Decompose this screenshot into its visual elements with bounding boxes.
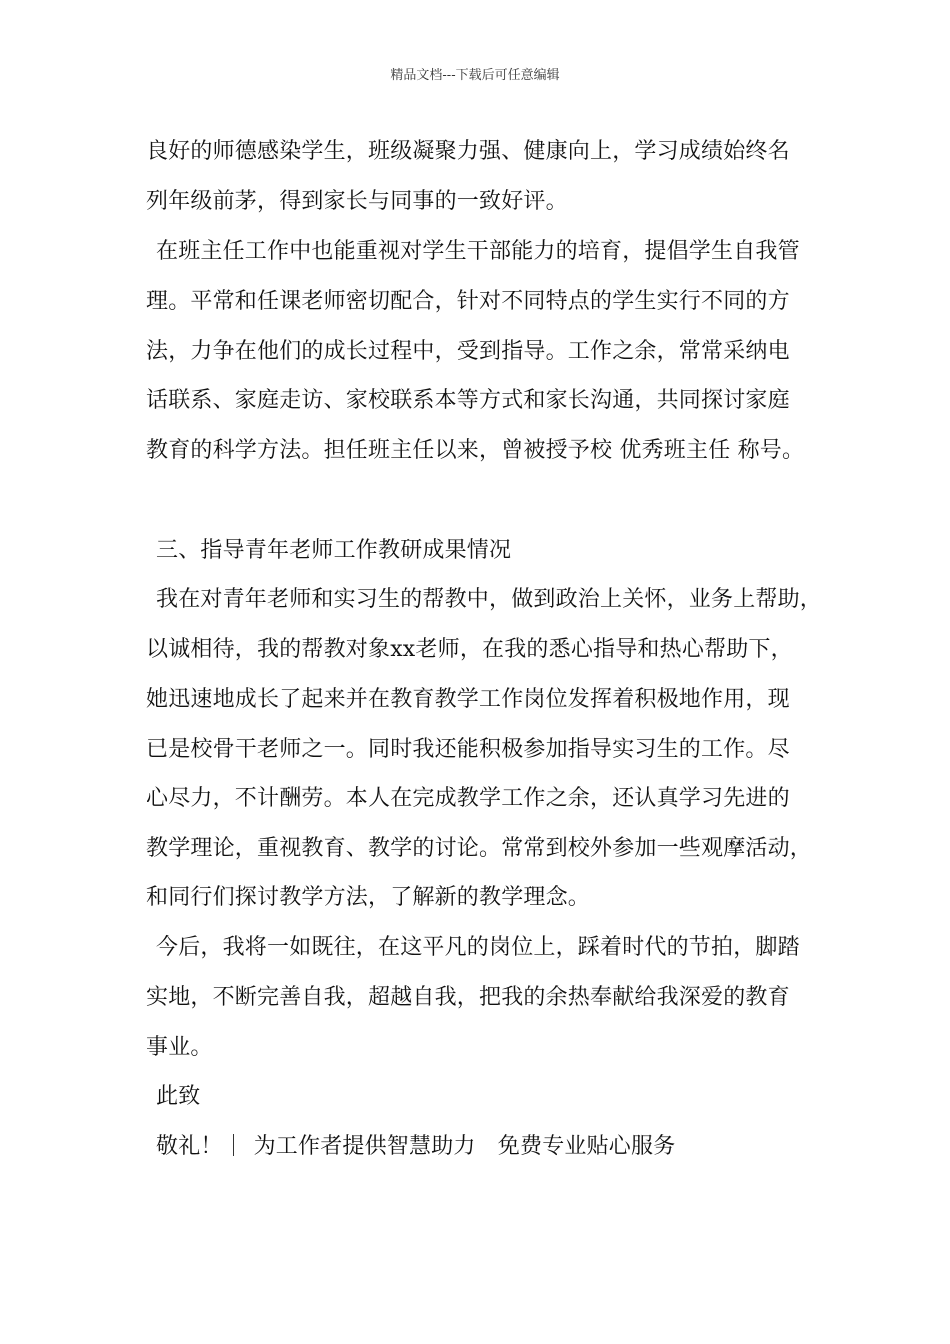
section-heading: 三、指导青年老师工作教研成果情况 <box>156 538 512 563</box>
paragraph-line: 已是校骨干老师之一。同时我还能积极参加指导实习生的工作。尽 <box>146 737 790 762</box>
paragraph-line: 话联系、家庭走访、家校联系本等方式和家长沟通，共同探讨家庭 <box>146 388 790 413</box>
paragraph-line: 教学理论，重视教育、教学的讨论。常常到校外参加一些观摩活动， <box>146 836 813 861</box>
page-header: 精品文档---下载后可任意编辑 <box>390 68 560 83</box>
paragraph-line: 事业。 <box>146 1035 213 1060</box>
footer-slogan: 为工作者提供智慧助力 免费专业贴心服务 <box>253 1134 676 1159</box>
paragraph-line: 理。平常和任课老师密切配合，针对不同特点的学生实行不同的方 <box>146 289 790 314</box>
paragraph-line: 心尽力，不计酬劳。本人在完成教学工作之余，还认真学习先进的 <box>146 786 790 811</box>
closing-phrase: 此致 <box>156 1084 201 1109</box>
salutation: 敬礼！ <box>156 1134 223 1159</box>
paragraph-line: 我在对青年老师和实习生的帮教中，做到政治上关怀，业务上帮助， <box>156 587 823 612</box>
paragraph-line: 列年级前茅，得到家长与同事的一致好评。 <box>146 189 568 214</box>
paragraph-line: 教育的科学方法。担任班主任以来，曾被授予校 优秀班主任 称号。 <box>146 438 805 463</box>
paragraph-line: 和同行们探讨教学方法，了解新的教学理念。 <box>146 885 591 910</box>
paragraph-line: 她迅速地成长了起来并在教育教学工作岗位发挥着积极地作用，现 <box>146 687 790 712</box>
paragraph-line: 实地，不断完善自我，超越自我，把我的余热奉献给我深爱的教育 <box>146 985 790 1010</box>
paragraph-line: 今后，我将一如既往，在这平凡的岗位上，踩着时代的节拍，脚踏 <box>156 935 800 960</box>
paragraph-line: 在班主任工作中也能重视对学生干部能力的培育，提倡学生自我管 <box>156 239 800 264</box>
paragraph-line: 以诚相待，我的帮教对象xx老师，在我的悉心指导和热心帮助下， <box>146 637 793 662</box>
paragraph-line: 良好的师德感染学生，班级凝聚力强、健康向上，学习成绩始终名 <box>146 139 790 164</box>
divider <box>233 1134 234 1156</box>
paragraph-line: 法，力争在他们的成长过程中，受到指导。工作之余，常常采纳电 <box>146 339 790 364</box>
closing-row <box>156 1132 856 1162</box>
